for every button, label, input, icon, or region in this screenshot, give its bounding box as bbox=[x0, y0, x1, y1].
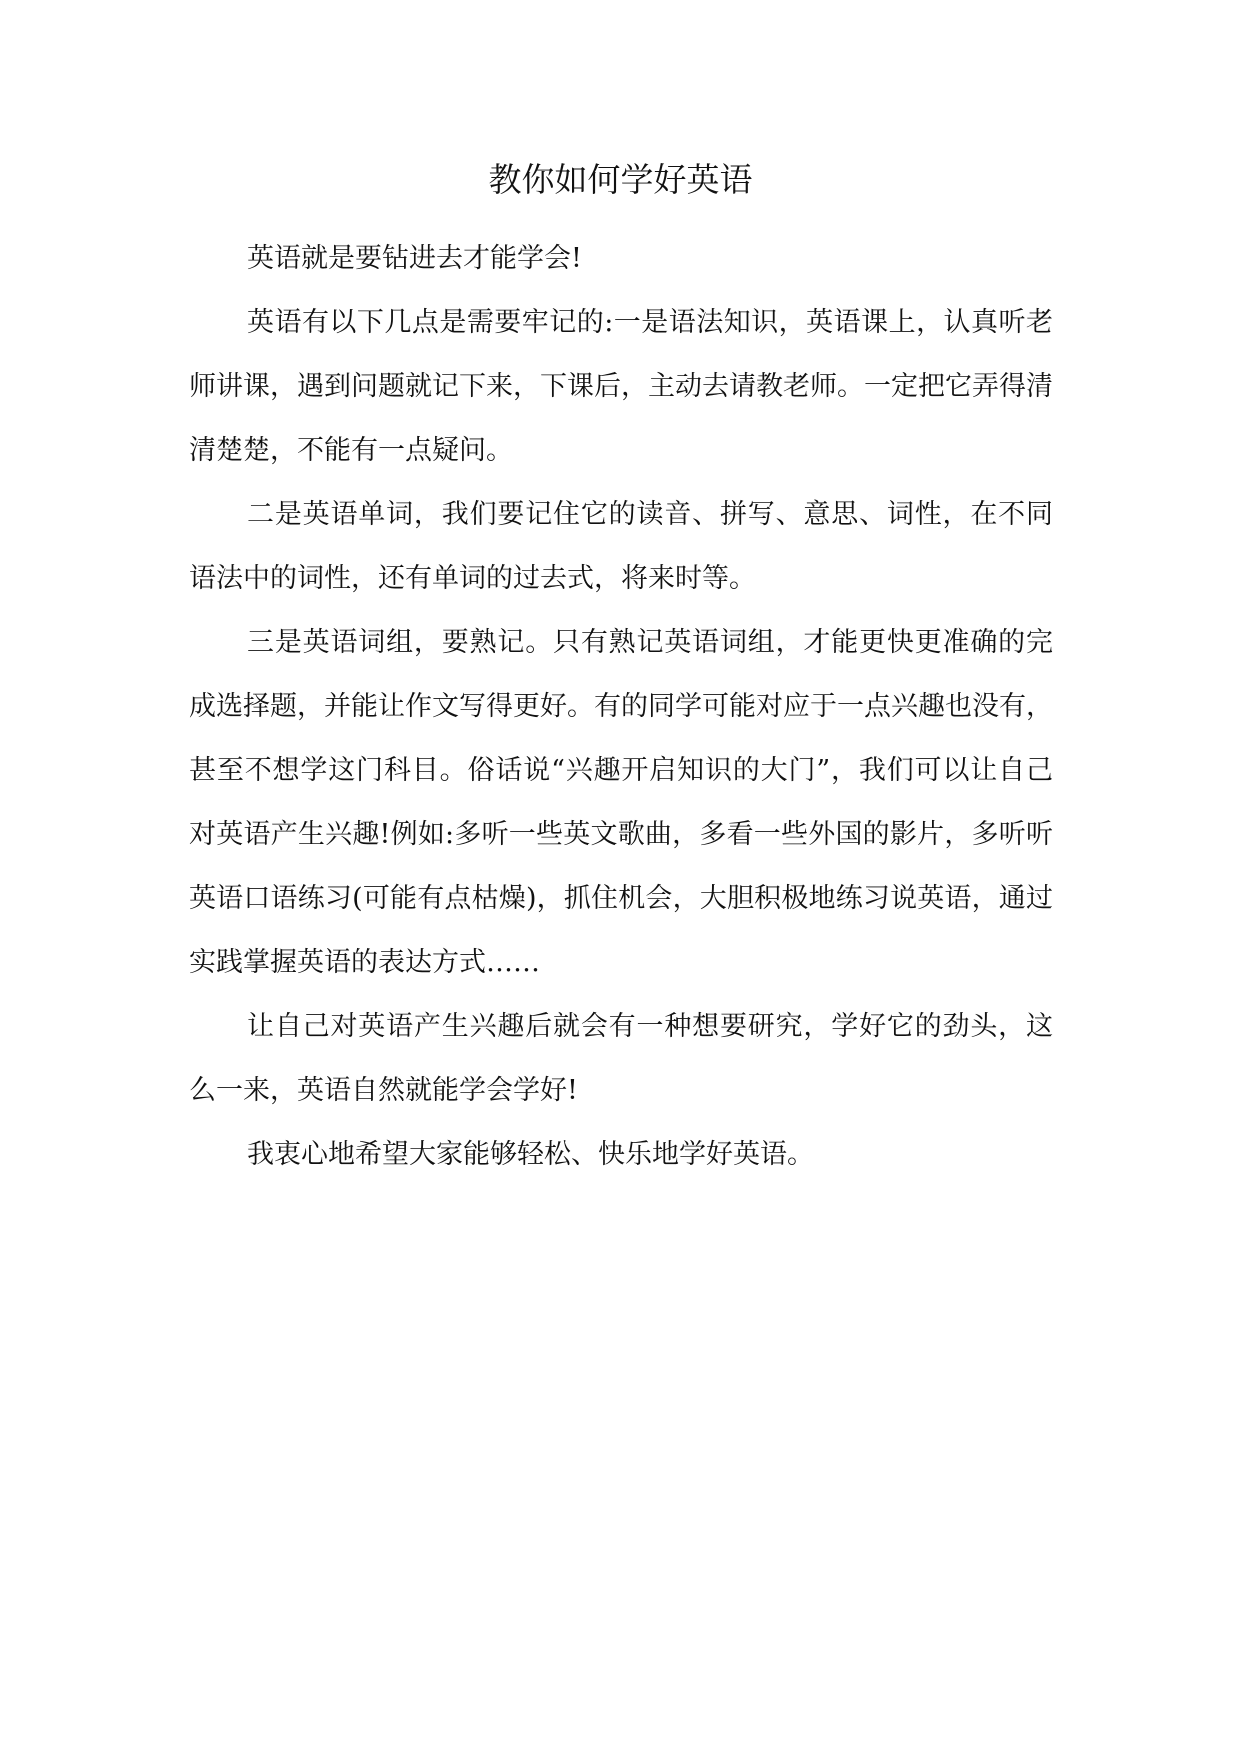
paragraph-grammar: 英语有以下几点是需要牢记的:一是语法知识，英语课上，认真听老师讲课，遇到问题就记下来，下课后，主动去请教老师。一定把它弄得清清楚楚，不能有一点疑问。 bbox=[189, 307, 1053, 466]
paragraph-vocabulary: 二是英语单词，我们要记住它的读音、拼写、意思、词性，在不同语法中的词性，还有单词的过去式，将来时等。 bbox=[189, 499, 1053, 594]
paragraph-interest: 让自己对英语产生兴趣后就会有一种想要研究，学好它的劲头，这么一来，英语自然就能学会学好! bbox=[189, 1011, 1053, 1106]
document-title: 教你如何学好英语 bbox=[488, 160, 753, 199]
paragraph-closing: 我衷心地希望大家能够轻松、快乐地学好英语。 bbox=[247, 1139, 814, 1170]
paragraph-intro: 英语就是要钻进去才能学会! bbox=[247, 243, 582, 274]
paragraph-phrases: 三是英语词组，要熟记。只有熟记英语词组，才能更快更准确的完成选择题，并能让作文写得更好。有的同学可能对应于一点兴趣也没有，甚至不想学这门科目。俗话说“兴趣开启知识的大门”，我们可以让自己对英语产生兴趣!例如:多听一些英文歌曲，多看一些外国的影片，多听听英语口语练习(可能有点枯燥)，抓住机会，大胆积极地练习说英语，通过实践掌握英语的表达方式…… bbox=[189, 627, 1053, 978]
document-body bbox=[189, 227, 1053, 1187]
